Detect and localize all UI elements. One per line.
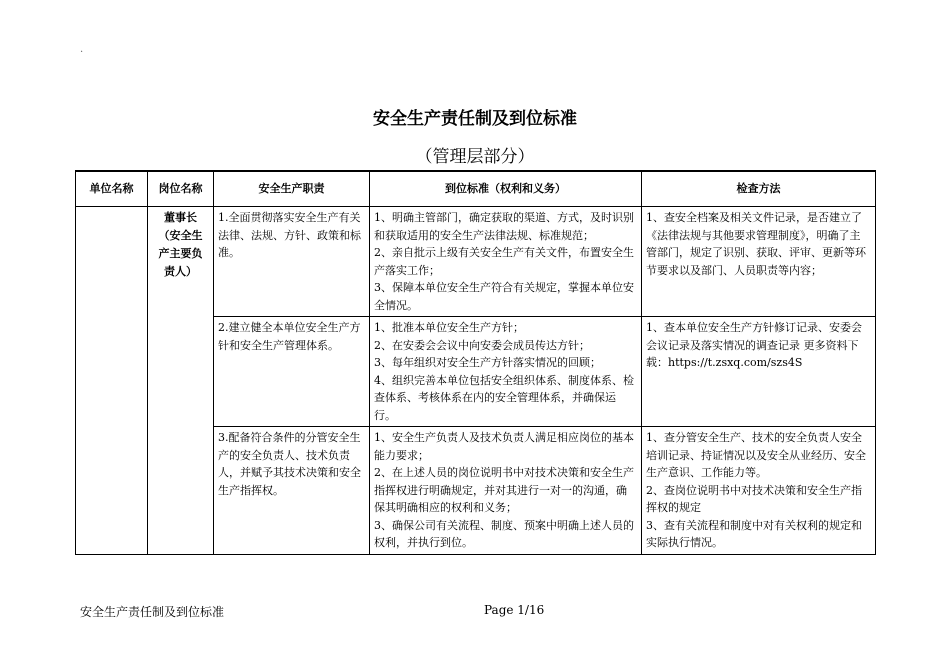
standard-cell: [370, 207, 642, 317]
check-item: 1、查本单位安全生产方针修订记录、安委会会议记录及落实情况的调查记录 更多资料下载：https://t.zsxq.com/szs4S: [646, 321, 862, 369]
standard-cell: [370, 427, 642, 555]
check-item: 1、查分管安全生产、技术的安全负责人安全培训记录、持证情况以及安全从业经历、安全生产意识、工作能力等。: [646, 431, 866, 479]
duty-cell: 3.配备符合条件的分管安全生产的安全负责人、技术负责人，并赋予其技术决策和安全生产指挥权。: [214, 427, 370, 555]
standard-item: 1、批准本单位安全生产方针；: [374, 321, 524, 334]
header-standard: 到位标准（权利和义务）: [370, 171, 642, 207]
position-line: 产主要负: [158, 247, 203, 260]
position-line: （安全生: [158, 229, 203, 242]
standard-item: 1、安全生产负责人及技术负责人满足相应岗位的基本能力要求；: [374, 431, 634, 462]
standard-item: 2、在安委会会议中向安委会成员传达方针；: [374, 338, 590, 352]
standard-item: 4、组织完善本单位包括安全组织体系、制度体系、检查体系、考核体系在内的安全管理体系，并确保运行。: [374, 373, 634, 422]
table-row: [76, 207, 876, 317]
duty-cell: 1.全面贯彻落实安全生产有关法律、法规、方针、政策和标准。: [214, 207, 370, 317]
unit-cell: [76, 207, 148, 555]
check-item: 1、查安全档案及相关文件记录，是否建立了《法律法规与其他要求管理制度》，明确了主管部门，规定了识别、获取、评审、更新等环节要求以及部门、人员职责等内容；: [646, 211, 866, 277]
standard-item: 3、保障本单位安全生产符合有关规定，掌握本单位安全情况。: [374, 281, 634, 312]
duty-cell: 2.建立健全本单位安全生产方针和安全生产管理体系。: [214, 317, 370, 427]
header-mark: .: [80, 44, 84, 55]
table-header-row: [76, 171, 876, 207]
standard-item: 2、亲自批示上级有关安全生产有关文件，布置安全生产落实工作；: [374, 246, 634, 277]
check-item: 2、查岗位说明书中对技术决策和安全生产指挥权的规定: [646, 483, 862, 514]
header-safety-duty: 安全生产职责: [214, 171, 370, 207]
position-line: 董事长: [164, 211, 197, 224]
check-item: 3、查有关流程和制度中对有关权利的规定和实际执行情况。: [646, 518, 862, 549]
header-check-method: 检查方法: [642, 171, 876, 207]
header-position-name: 岗位名称: [148, 171, 214, 207]
standard-item: 2、在上述人员的岗位说明书中对技术决策和安全生产指挥权进行明确规定，并对其进行一对一的沟通，确保其明确相应的权利和义务；: [374, 466, 634, 514]
standard-cell: [370, 317, 642, 427]
document-subtitle: （管理层部分）: [415, 147, 535, 167]
position-line: 责人）: [164, 265, 197, 278]
check-cell: [642, 207, 876, 317]
check-cell: [642, 317, 876, 427]
standard-item: 1、明确主管部门，确定获取的渠道、方式，及时识别和获取适用的安全生产法律法规、标准规范；: [374, 211, 634, 242]
check-cell: [642, 427, 876, 555]
footer-page-number: Page 1/16: [484, 603, 545, 617]
document-title: 安全生产责任制及到位标准: [373, 109, 577, 129]
responsibility-table: [75, 170, 876, 555]
footer-document-name: 安全生产责任制及到位标准: [80, 605, 225, 619]
position-cell: [148, 207, 214, 555]
standard-item: 3、确保公司有关流程、制度、预案中明确上述人员的权利，并执行到位。: [374, 518, 634, 549]
standard-item: 3、每年组织对安全生产方针落实情况的回顾；: [374, 356, 601, 369]
header-unit-name: 单位名称: [76, 171, 148, 207]
